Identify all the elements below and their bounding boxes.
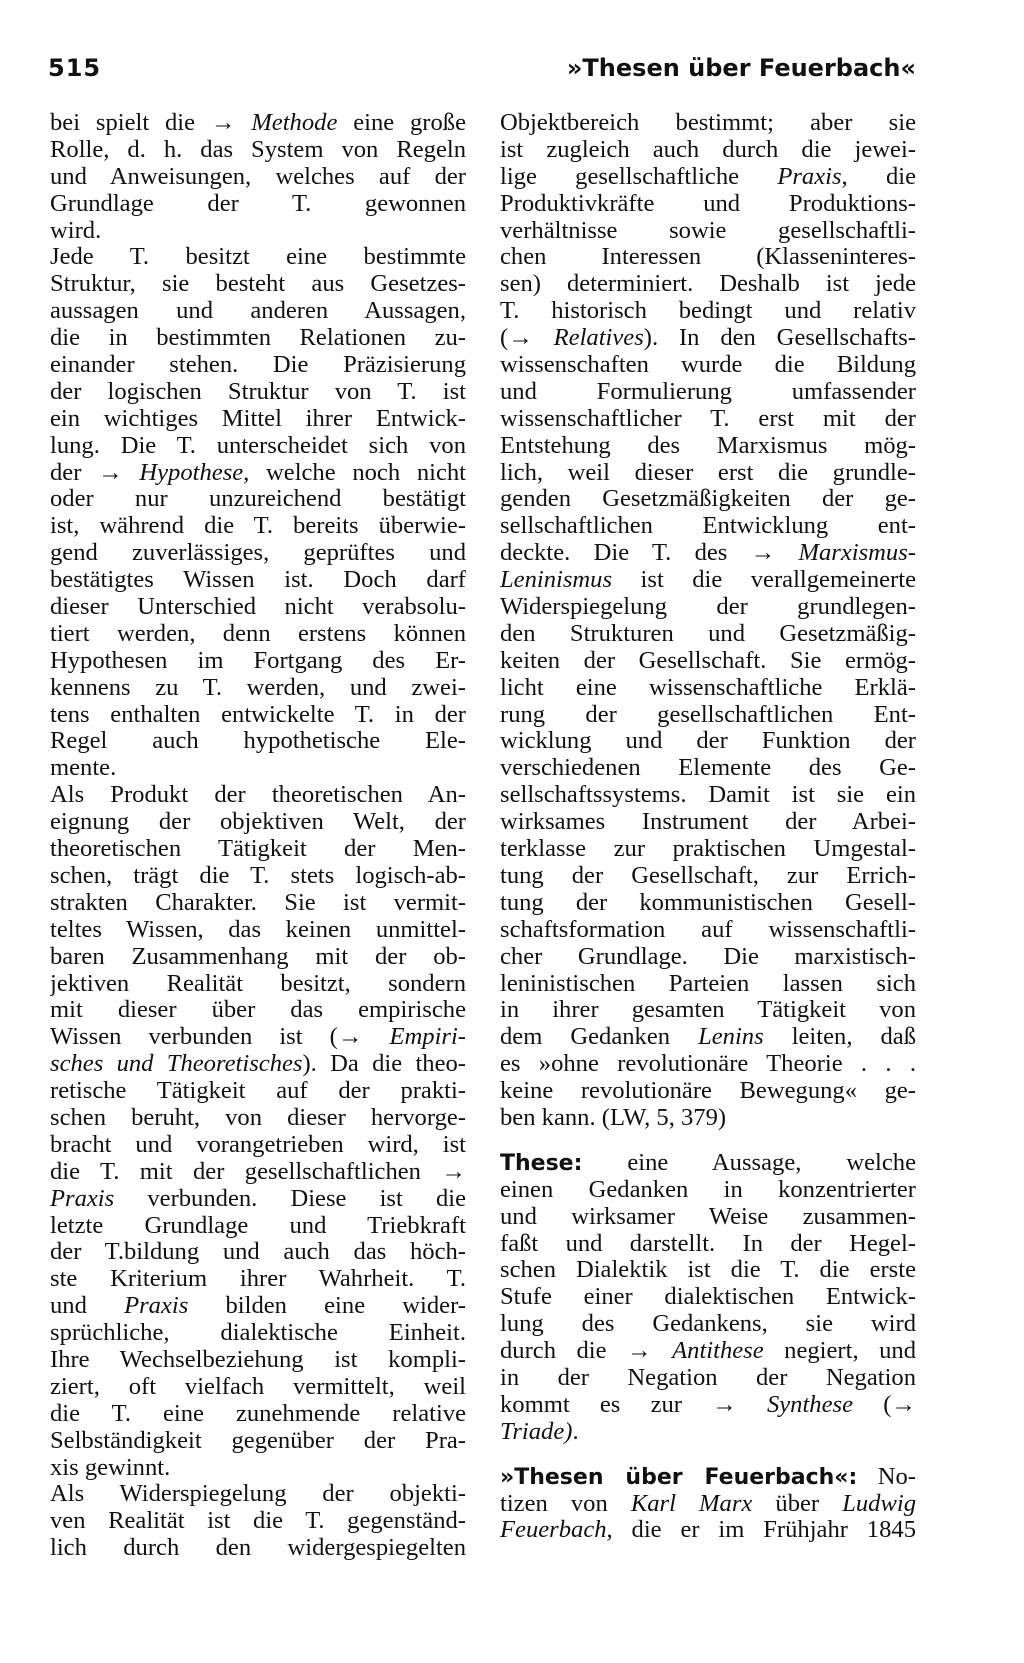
text-line: Selbständigkeit gegenüber der Pra- [50,1427,466,1454]
text-line: und wirksamer Weise zusammen- [500,1203,916,1230]
text-line: schen, trägt die T. stets logisch-ab- [50,862,466,889]
text-line: cher Grundlage. Die marxistisch- [500,943,916,970]
text-line: letzte Grundlage und Triebkraft [50,1212,466,1239]
text-line: Feuerbach, die er im Frühjahr 1845 [500,1517,916,1544]
text-line: verschiedenen Elemente des Ge- [500,755,916,782]
text-line: in der Negation der Negation [500,1364,916,1391]
thesen-line-0: No- [857,1463,916,1490]
text-line: einen Gedanken in konzentrierter [500,1176,916,1203]
text-line: und Praxis bilden eine wider- [50,1293,466,1320]
text-line: Leninismus ist die verallgemeinerte [500,567,916,594]
text-line: Regel auch hypothetische Ele- [50,728,466,755]
text-line: durch die → Antithese negiert, und [500,1338,916,1365]
text-line: wicklung und der Funktion der [500,728,916,755]
text-line: wissenschaftlicher T. erst mit der [500,405,916,432]
text-line: und Anweisungen, welches auf der [50,163,466,190]
text-line: die T. mit der gesellschaftlichen → [50,1158,466,1185]
text-line: bei spielt die → Methode eine große [50,110,466,136]
text-line: (→ Relatives). In den Gesellschafts- [500,325,916,352]
text-line: Praxis verbunden. Diese ist die [50,1185,466,1212]
text-line: lige gesellschaftliche Praxis, die [500,163,916,190]
text-line: sprüchliche, dialektische Einheit. [50,1320,466,1347]
text-line: deckte. Die T. des → Marxismus- [500,540,916,567]
text-line: keine revolutionäre Bewegung« ge- [500,1078,916,1105]
left-column [50,110,466,1562]
text-line: Objektbereich bestimmt; aber sie [500,110,916,136]
text-line: ist, während die T. bereits überwie- [50,513,466,540]
text-line: teltes Wissen, das keinen unmittel- [50,916,466,943]
running-head: »Thesen über Feuerbach« [566,54,916,82]
text-line: tens enthalten entwickelte T. in der [50,701,466,728]
text-line: strakten Charakter. Sie ist vermit- [50,889,466,916]
text-line: terklasse zur praktischen Umgestal- [500,836,916,863]
text-line: mente. [50,755,117,782]
text-line: in ihrer gesamten Tätigkeit von [500,997,916,1024]
text-line: wissenschaften wurde die Bildung [500,352,916,379]
text-line: sellschaftlichen Entwicklung ent- [500,513,916,540]
page-header [48,54,916,94]
text-line: wird. [50,217,102,244]
text-line: kommt es zur → Synthese (→ [500,1391,916,1418]
text-line: einander stehen. Die Präzisierung [50,352,466,379]
text-line: baren Zusammenhang mit der ob- [50,943,466,970]
right-column [500,110,916,1544]
text-line: Struktur, sie besteht aus Gesetzes- [50,271,466,298]
text-line: tiert werden, denn erstens können [50,620,466,647]
text-line: Rolle, d. h. das System von Regeln [50,136,466,163]
text-line: schen Dialektik ist die T. die erste [500,1257,916,1284]
text-line: ste Kriterium ihrer Wahrheit. T. [50,1266,466,1293]
text-line: licht eine wissenschaftliche Erklä- [500,674,916,701]
text-line: gend zuverlässiges, geprüftes und [50,540,466,567]
text-line: wirksames Instrument der Arbei- [500,809,916,836]
text-line: xis gewinnt. [50,1454,171,1481]
text-line: schaftsformation auf wissenschaftli- [500,916,916,943]
text-line: Wissen verbunden ist (→ Empiri- [50,1024,466,1051]
text-line: kennens zu T. werden, und zwei- [50,674,466,701]
text-line: chen Interessen (Klasseninteres- [500,244,916,271]
text-line: schen beruht, von dieser hervorge- [50,1104,466,1131]
text-line: theoretischen Tätigkeit der Men- [50,836,466,863]
text-line: sches und Theoretisches). Da die theo- [50,1051,466,1078]
text-line: ein wichtiges Mittel ihrer Entwick- [50,405,466,432]
text-line: rung der gesellschaftlichen Ent- [500,701,916,728]
text-line: sellschaftssystems. Damit ist sie ein [500,782,916,809]
text-line: und Formulierung umfassender [500,378,916,405]
text-line: eignung der objektiven Welt, der [50,809,466,836]
text-line: lich durch den widergespiegelten [50,1535,466,1562]
text-line: Entstehung des Marxismus mög- [500,432,916,459]
text-line: Als Produkt der theoretischen An- [50,782,466,809]
text-line: tung der Gesellschaft, zur Errich- [500,862,916,889]
text-line: genden Gesetzmäßigkeiten der ge- [500,486,916,513]
these-entry [500,1150,916,1446]
text-line: die in bestimmten Relationen zu- [50,325,466,352]
text-line: Als Widerspiegelung der objekti- [50,1481,466,1508]
text-line: dieser Unterschied nicht verabsolu- [50,594,466,621]
text-line: Widerspiegelung der grundlegen- [500,594,916,621]
text-line: Stufe einer dialektischen Entwick- [500,1284,916,1311]
text-line: dem Gedanken Lenins leiten, daß [500,1024,916,1051]
these-line-0: eine Aussage, welche [582,1149,916,1176]
text-line: T. historisch bedingt und relativ [500,298,916,325]
text-line: oder nur unzureichend bestätigt [50,486,466,513]
text-line: die T. eine zunehmende relative [50,1400,466,1427]
text-line: der T.bildung und auch das höch- [50,1239,466,1266]
these-keyword: These: [500,1150,583,1176]
text-line: der → Hypothese, welche noch nicht [50,459,466,486]
thesen-feuerbach-entry [500,1464,916,1545]
text-line: ist zugleich auch durch die jewei- [500,136,916,163]
text-line: lich, weil dieser erst die grundle- [500,459,916,486]
text-line: Produktivkräfte und Produktions- [500,190,916,217]
text-line: leninistischen Parteien lassen sich [500,970,916,997]
text-line: keiten der Gesellschaft. Sie ermög- [500,647,916,674]
text-line: faßt und darstellt. In der Hegel- [500,1230,916,1257]
text-line: bracht und vorangetrieben wird, ist [50,1131,466,1158]
text-line: Grundlage der T. gewonnen [50,190,466,217]
text-line: lung. Die T. unterscheidet sich von [50,432,466,459]
text-line [500,1464,916,1491]
text-line: verhältnisse sowie gesellschaftli- [500,217,916,244]
text-line: Jede T. besitzt eine bestimmte [50,244,466,271]
text-line: Hypothesen im Fortgang des Er- [50,647,466,674]
text-line: jektiven Realität besitzt, sondern [50,970,466,997]
text-line: bestätigtes Wissen ist. Doch darf [50,567,466,594]
text-line: tizen von Karl Marx über Ludwig [500,1490,916,1517]
text-line [500,1150,916,1177]
text-line: ziert, oft vielfach vermittelt, weil [50,1373,466,1400]
text-line: aussagen und anderen Aussagen, [50,298,466,325]
text-line: der logischen Struktur von T. ist [50,378,466,405]
text-line: den Strukturen und Gesetzmäßig- [500,620,916,647]
text-line: ven Realität ist die T. gegenständ- [50,1508,466,1535]
text-line: tung der kommunistischen Gesell- [500,889,916,916]
text-line: Triade). [500,1418,579,1445]
thesen-keyword: »Thesen über Feuerbach«: [500,1464,858,1490]
text-line: ben kann. (LW, 5, 379) [500,1104,727,1131]
text-line: lung des Gedankens, sie wird [500,1311,916,1338]
text-line: retische Tätigkeit auf der prakti- [50,1078,466,1105]
text-line: sen) determiniert. Deshalb ist jede [500,271,916,298]
page-number: 515 [48,54,102,82]
theorie-entry-continued [500,110,916,1132]
text-line: es »ohne revolutionäre Theorie . . . [500,1051,916,1078]
text-line: Ihre Wechselbeziehung ist kompli- [50,1346,466,1373]
text-line: mit dieser über das empirische [50,997,466,1024]
